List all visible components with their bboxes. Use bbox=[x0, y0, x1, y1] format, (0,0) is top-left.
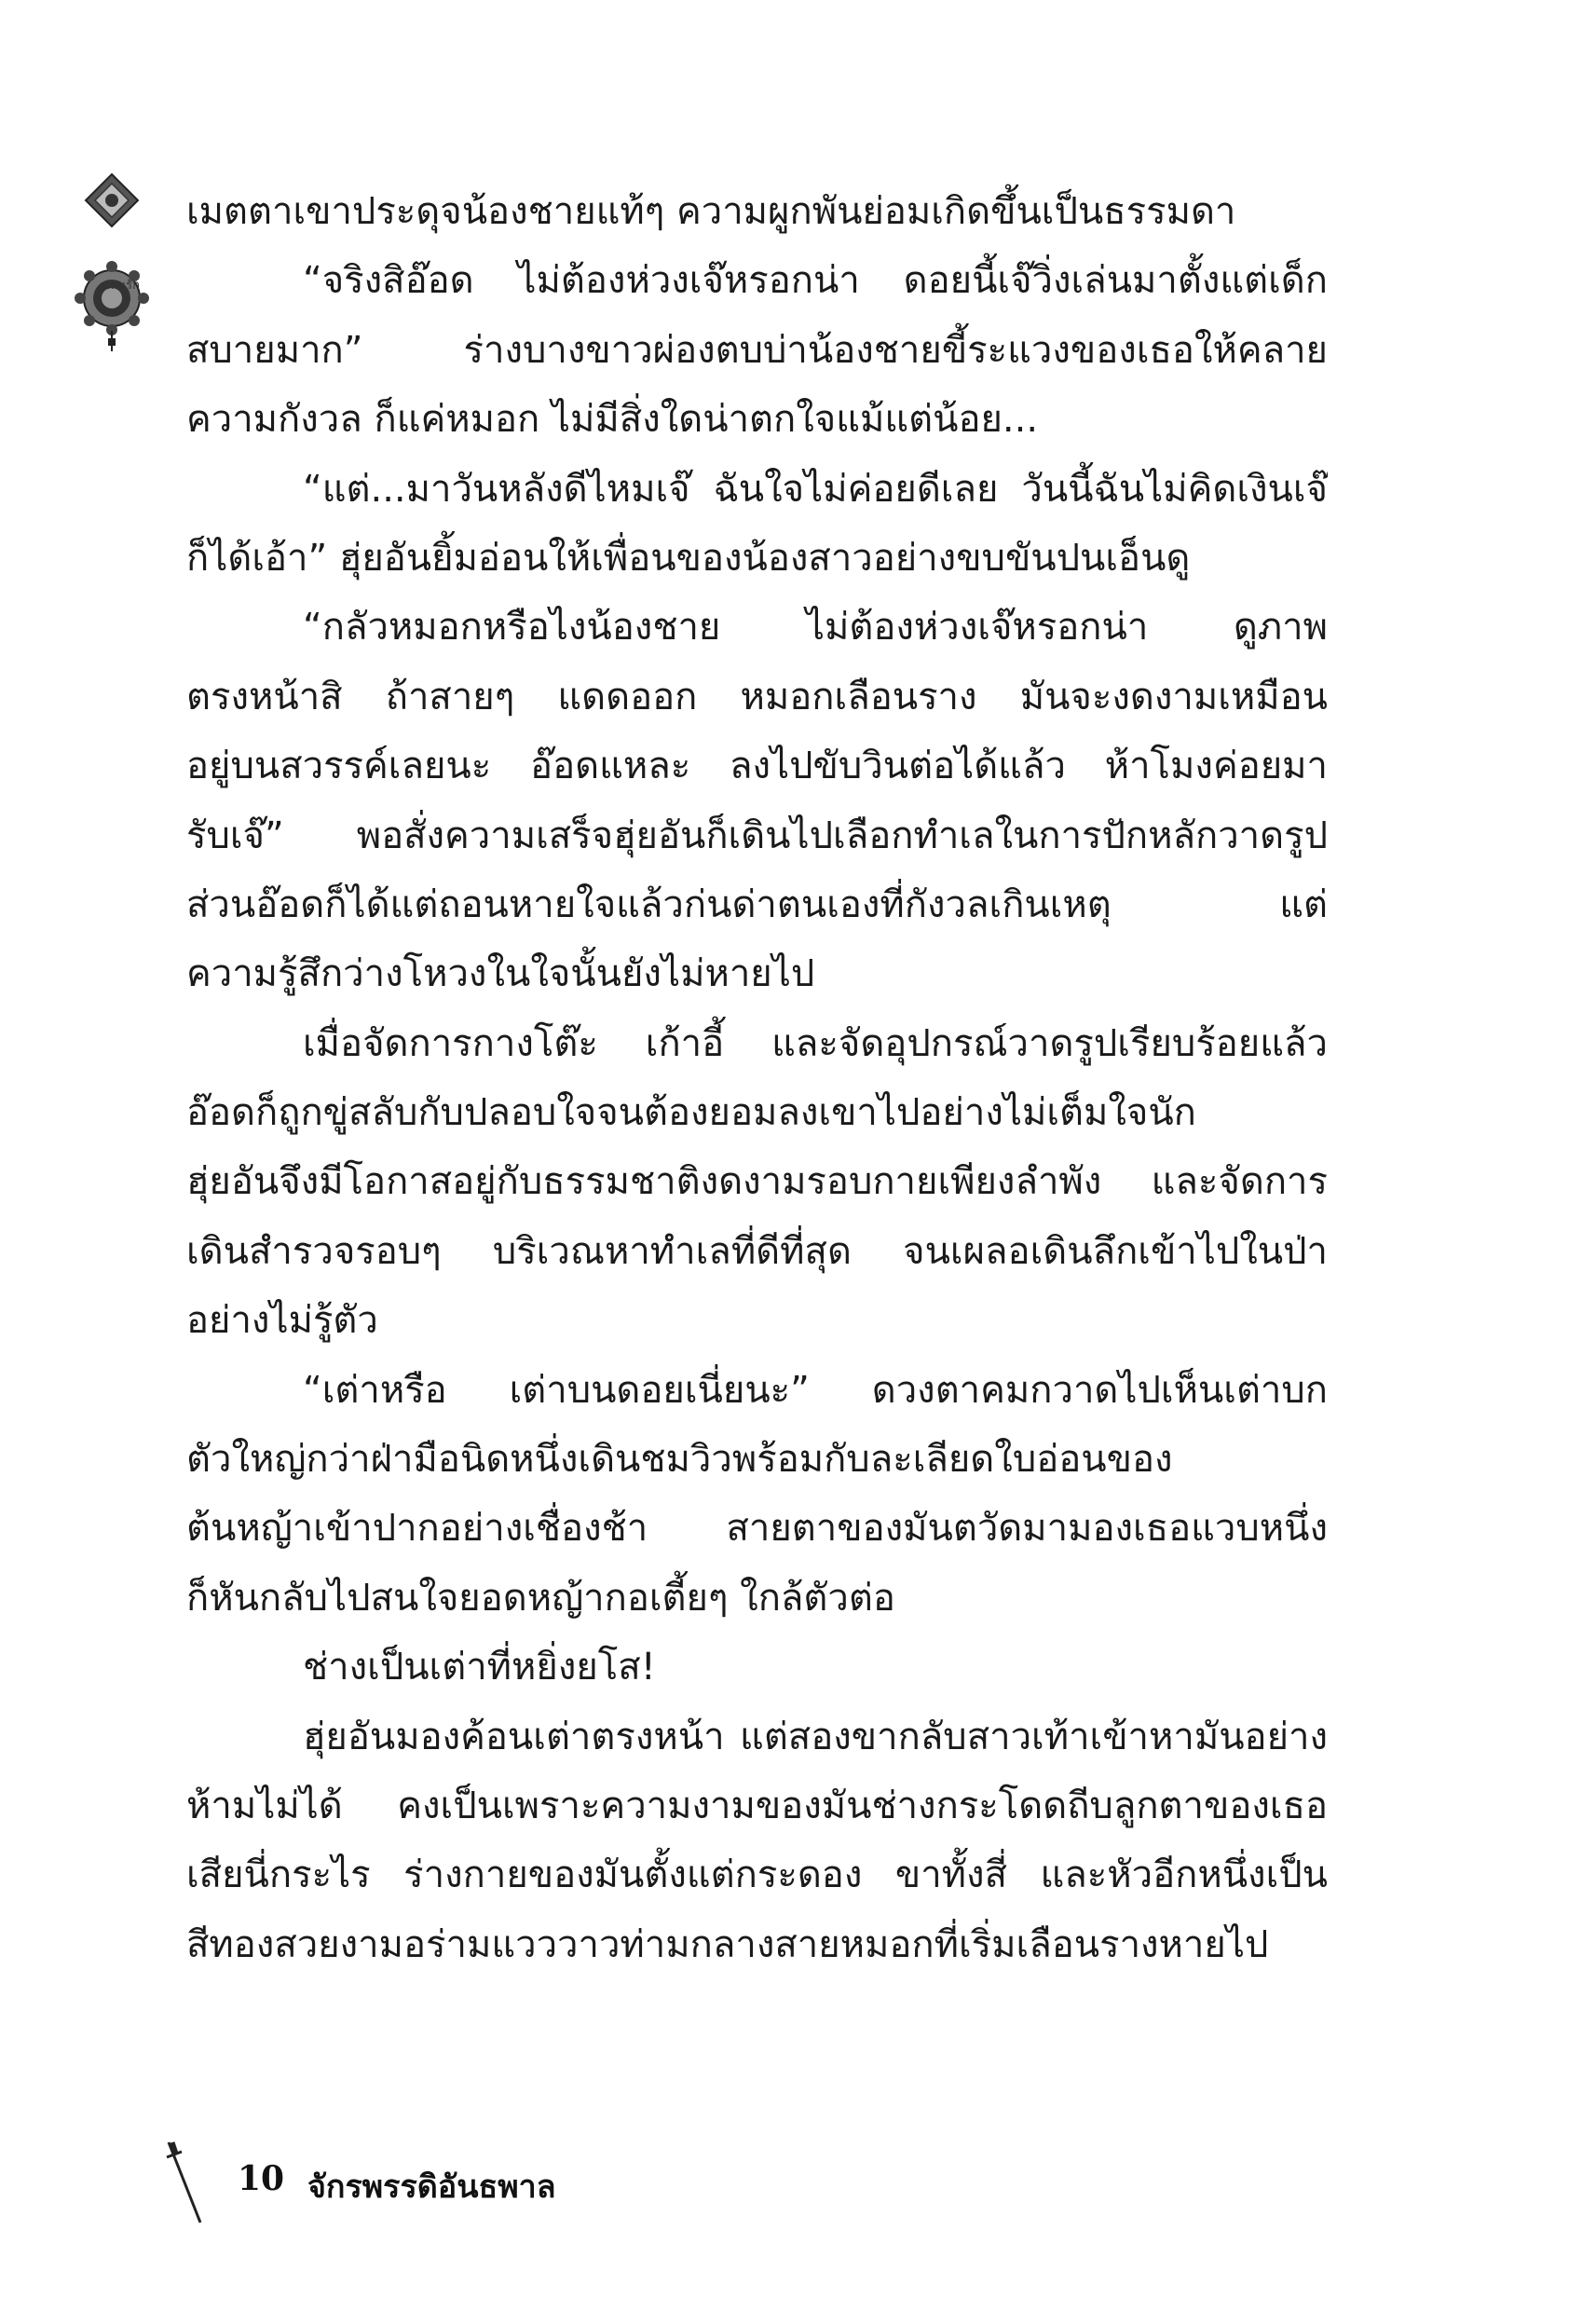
sword-icon bbox=[163, 2139, 210, 2227]
text-line: ความรู้สึกว่างโหวงในใจนั้นยังไม่หายไป bbox=[186, 952, 815, 996]
page-number: 10 bbox=[238, 2159, 285, 2198]
text-line: อย่างไม่รู้ตัว bbox=[186, 1299, 378, 1343]
text-line: ฮุ่ยอันมองค้อนเต่าตรงหน้า แต่สองขากลับสาวเท้าเข้าหามันอย่าง bbox=[303, 1715, 1328, 1758]
text-line: ก็หันกลับไปสนใจยอดหญ้ากอเตี้ยๆ ใกล้ตัวต่อ bbox=[186, 1576, 895, 1620]
text-line: ส่วนอ๊อดก็ได้แต่ถอนหายใจแล้วก่นด่าตนเองที่กังวลเกินเหตุ แต่ bbox=[186, 882, 1328, 926]
book-title: จักรพรรดิอันธพาล bbox=[307, 2168, 556, 2206]
text-line: เมตตาเขาประดุจน้องชายแท้ๆ ความผูกพันย่อมเกิดขึ้นเป็นธรรมดา bbox=[186, 190, 1236, 233]
text-line: “แต่...มาวันหลังดีไหมเจ๊ ฉันใจไม่ค่อยดีเลย วันนี้ฉันไม่คิดเงินเจ๊ bbox=[303, 467, 1328, 511]
text-line: เดินสำรวจรอบๆ บริเวณหาทำเลที่ดีที่สุด จนเผลอเดินลึกเข้าไปในป่า bbox=[186, 1229, 1328, 1273]
text-line: “กลัวหมอกหรือไงน้องชาย ไม่ต้องห่วงเจ๊หรอกน่า ดูภาพ bbox=[303, 606, 1328, 650]
text-line: สีทองสวยงามอร่ามแวววาวท่ามกลางสายหมอกที่เริ่มเลือนรางหายไป bbox=[186, 1922, 1269, 1966]
text-line: ความกังวล ก็แค่หมอก ไม่มีสิ่งใดน่าตกใจแม้แต่น้อย... bbox=[186, 398, 1039, 442]
text-line: รับเจ๊” พอสั่งความเสร็จฮุ่ยอันก็เดินไปเลือกทำเลในการปักหลักวาดรูป bbox=[186, 814, 1328, 857]
page-footer bbox=[163, 2139, 908, 2222]
text-line: อยู่บนสวรรค์เลยนะ อ๊อดแหละ ลงไปขับวินต่อได้แล้ว ห้าโมงค่อยมา bbox=[186, 745, 1328, 788]
text-line: เสียนี่กระไร ร่างกายของมันตั้งแต่กระดอง ขาทั้งสี่ และหัวอีกหนึ่งเป็น bbox=[186, 1853, 1328, 1897]
publisher-logo bbox=[75, 172, 168, 359]
text-line: ตรงหน้าสิ ถ้าสายๆ แดดออก หมอกเลือนราง มันจะงดงามเหมือน bbox=[186, 675, 1328, 718]
text-line: สบายมาก” ร่างบางขาวผ่องตบบ่าน้องชายขี้ระแวงของเธอให้คลาย bbox=[186, 328, 1328, 372]
text-line: ก็ได้เอ้า” ฮุ่ยอันยิ้มอ่อนให้เพื่อนของน้องสาวอย่างขบขันปนเอ็นดู bbox=[186, 536, 1191, 580]
body-text bbox=[186, 177, 1328, 1979]
text-line: อ๊อดก็ถูกขู่สลับกับปลอบใจจนต้องยอมลงเขาไปอย่างไม่เต็มใจนัก bbox=[186, 1091, 1196, 1135]
text-line: ตัวใหญ่กว่าฝ่ามือนิดหนึ่งเดินชมวิวพร้อมกับละเลียดใบอ่อนของ bbox=[186, 1438, 1173, 1482]
text-line: ห้ามไม่ได้ คงเป็นเพราะความงามของมันช่างกระโดดถีบลูกตาของเธอ bbox=[186, 1784, 1328, 1827]
text-line: เมื่อจัดการกางโต๊ะ เก้าอี้ และจัดอุปกรณ์วาดรูปเรียบร้อยแล้ว bbox=[303, 1021, 1328, 1065]
text-line: “จริงสิอ๊อด ไม่ต้องห่วงเจ๊หรอกน่า ดอยนี้เจ๊วิ่งเล่นมาตั้งแต่เด็ก bbox=[303, 259, 1328, 303]
logo-label: แสนรัก bbox=[102, 279, 141, 293]
text-line: ช่างเป็นเต่าที่หยิ่งยโส! bbox=[303, 1646, 656, 1689]
logo-emblem-icon bbox=[75, 172, 168, 359]
text-line: ต้นหญ้าเข้าปากอย่างเชื่องช้า สายตาของมันตวัดมามองเธอแวบหนึ่ง bbox=[186, 1507, 1328, 1551]
text-line: ฮุ่ยอันจึงมีโอกาสอยู่กับธรรมชาติงดงามรอบกายเพียงลำพัง และจัดการ bbox=[186, 1160, 1328, 1204]
text-line: “เต่าหรือ เต่าบนดอยเนี่ยนะ” ดวงตาคมกวาดไปเห็นเต่าบก bbox=[303, 1368, 1328, 1412]
